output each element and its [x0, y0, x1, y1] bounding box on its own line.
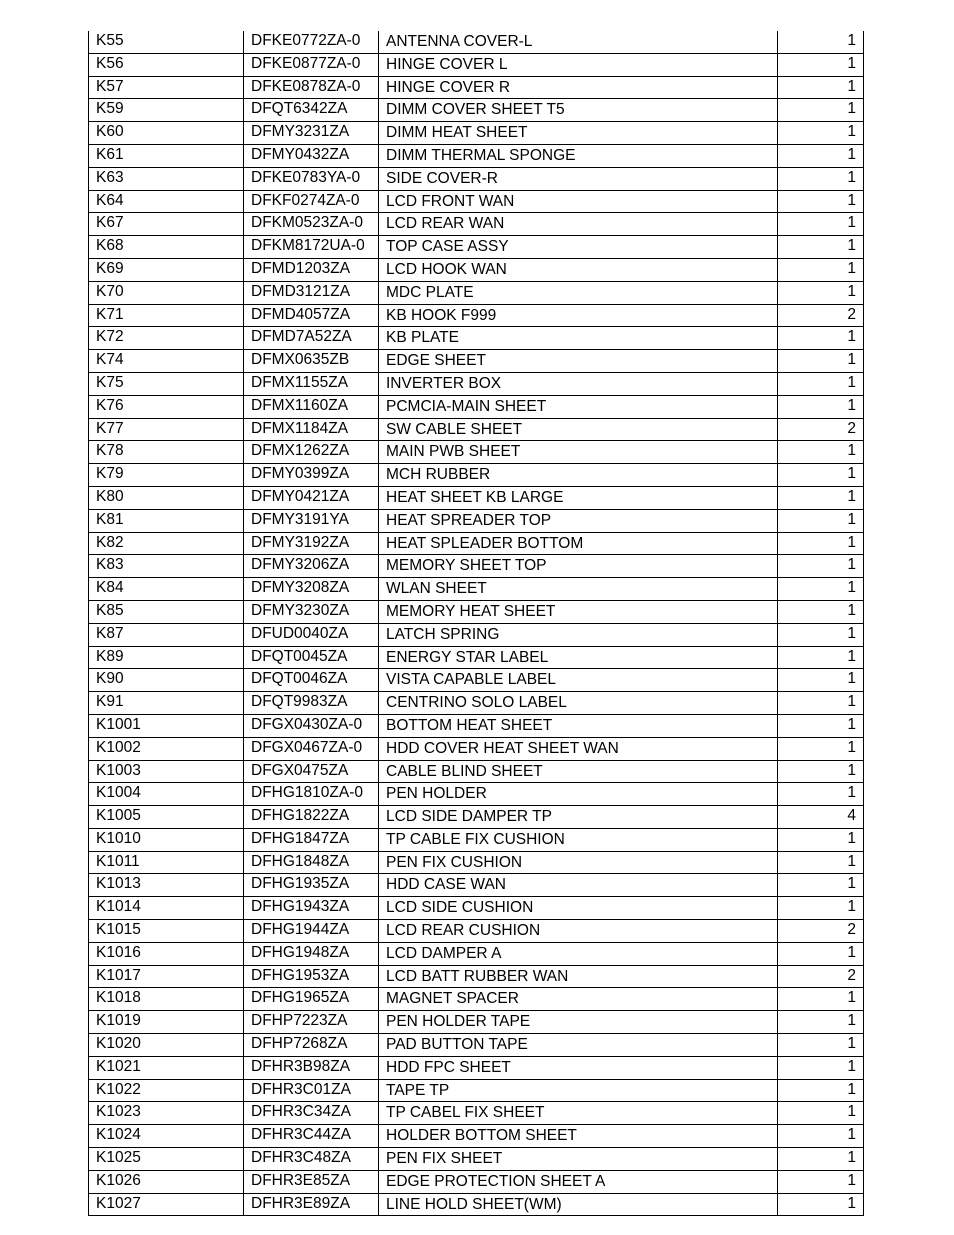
- table-row: [89, 281, 864, 304]
- quantity-cell: 2: [778, 304, 864, 327]
- table-row: [89, 304, 864, 327]
- description-cell: SIDE COVER-R: [379, 167, 778, 190]
- quantity-cell: 1: [778, 1170, 864, 1193]
- part-number-cell: DFHG1943ZA: [244, 897, 379, 920]
- quantity-cell: 1: [778, 350, 864, 373]
- table-row: [89, 965, 864, 988]
- part-number-cell: DFHR3C44ZA: [244, 1125, 379, 1148]
- description-cell: CENTRINO SOLO LABEL: [379, 692, 778, 715]
- quantity-cell: 1: [778, 600, 864, 623]
- description-cell: MEMORY HEAT SHEET: [379, 600, 778, 623]
- description-cell: LCD HOOK WAN: [379, 258, 778, 281]
- table-row: [89, 555, 864, 578]
- table-row: [89, 213, 864, 236]
- ref-number-cell: K1002: [89, 737, 244, 760]
- part-number-cell: DFMY0432ZA: [244, 144, 379, 167]
- ref-number-cell: K1004: [89, 783, 244, 806]
- ref-number-cell: K63: [89, 167, 244, 190]
- quantity-cell: 1: [778, 714, 864, 737]
- table-row: [89, 646, 864, 669]
- table-row: [89, 418, 864, 441]
- parts-list-table: [88, 31, 864, 1216]
- quantity-cell: 1: [778, 1148, 864, 1171]
- ref-number-cell: K59: [89, 99, 244, 122]
- quantity-cell: 1: [778, 122, 864, 145]
- table-row: [89, 441, 864, 464]
- table-row: [89, 623, 864, 646]
- description-cell: KB PLATE: [379, 327, 778, 350]
- description-cell: MCH RUBBER: [379, 464, 778, 487]
- description-cell: TP CABLE FIX CUSHION: [379, 828, 778, 851]
- table-row: [89, 1056, 864, 1079]
- parts-list-body: [89, 31, 864, 1216]
- table-row: [89, 669, 864, 692]
- ref-number-cell: K1026: [89, 1170, 244, 1193]
- ref-number-cell: K1021: [89, 1056, 244, 1079]
- description-cell: LCD SIDE DAMPER TP: [379, 806, 778, 829]
- description-cell: LCD DAMPER A: [379, 942, 778, 965]
- part-number-cell: DFMY0399ZA: [244, 464, 379, 487]
- description-cell: INVERTER BOX: [379, 372, 778, 395]
- quantity-cell: 1: [778, 532, 864, 555]
- table-row: [89, 828, 864, 851]
- quantity-cell: 1: [778, 509, 864, 532]
- description-cell: MAIN PWB SHEET: [379, 441, 778, 464]
- description-cell: LINE HOLD SHEET(WM): [379, 1193, 778, 1216]
- quantity-cell: 1: [778, 1125, 864, 1148]
- description-cell: PAD BUTTON TAPE: [379, 1034, 778, 1057]
- description-cell: HDD FPC SHEET: [379, 1056, 778, 1079]
- description-cell: MAGNET SPACER: [379, 988, 778, 1011]
- part-number-cell: DFMY3230ZA: [244, 600, 379, 623]
- ref-number-cell: K89: [89, 646, 244, 669]
- ref-number-cell: K1023: [89, 1102, 244, 1125]
- quantity-cell: 1: [778, 1056, 864, 1079]
- ref-number-cell: K79: [89, 464, 244, 487]
- quantity-cell: 1: [778, 1011, 864, 1034]
- part-number-cell: DFHG1965ZA: [244, 988, 379, 1011]
- quantity-cell: 1: [778, 555, 864, 578]
- description-cell: VISTA CAPABLE LABEL: [379, 669, 778, 692]
- part-number-cell: DFGX0430ZA-0: [244, 714, 379, 737]
- ref-number-cell: K74: [89, 350, 244, 373]
- quantity-cell: 1: [778, 623, 864, 646]
- part-number-cell: DFMX1155ZA: [244, 372, 379, 395]
- ref-number-cell: K1016: [89, 942, 244, 965]
- ref-number-cell: K1005: [89, 806, 244, 829]
- part-number-cell: DFHG1810ZA-0: [244, 783, 379, 806]
- quantity-cell: 1: [778, 897, 864, 920]
- part-number-cell: DFKE0878ZA-0: [244, 76, 379, 99]
- ref-number-cell: K91: [89, 692, 244, 715]
- part-number-cell: DFMX1160ZA: [244, 395, 379, 418]
- description-cell: HOLDER BOTTOM SHEET: [379, 1125, 778, 1148]
- quantity-cell: 1: [778, 760, 864, 783]
- ref-number-cell: K90: [89, 669, 244, 692]
- quantity-cell: 1: [778, 942, 864, 965]
- description-cell: LCD SIDE CUSHION: [379, 897, 778, 920]
- part-number-cell: DFQT9983ZA: [244, 692, 379, 715]
- ref-number-cell: K60: [89, 122, 244, 145]
- table-row: [89, 486, 864, 509]
- part-number-cell: DFHP7268ZA: [244, 1034, 379, 1057]
- part-number-cell: DFHR3C48ZA: [244, 1148, 379, 1171]
- table-row: [89, 372, 864, 395]
- table-row: [89, 920, 864, 943]
- table-row: [89, 737, 864, 760]
- ref-number-cell: K1015: [89, 920, 244, 943]
- description-cell: PEN HOLDER: [379, 783, 778, 806]
- quantity-cell: 1: [778, 327, 864, 350]
- ref-number-cell: K1020: [89, 1034, 244, 1057]
- part-number-cell: DFQT6342ZA: [244, 99, 379, 122]
- part-number-cell: DFHR3E89ZA: [244, 1193, 379, 1216]
- ref-number-cell: K61: [89, 144, 244, 167]
- table-row: [89, 122, 864, 145]
- part-number-cell: DFKE0877ZA-0: [244, 53, 379, 76]
- table-row: [89, 1125, 864, 1148]
- ref-number-cell: K71: [89, 304, 244, 327]
- ref-number-cell: K83: [89, 555, 244, 578]
- description-cell: HEAT SPREADER TOP: [379, 509, 778, 532]
- quantity-cell: 1: [778, 31, 864, 53]
- table-row: [89, 692, 864, 715]
- table-row: [89, 190, 864, 213]
- quantity-cell: 1: [778, 1079, 864, 1102]
- description-cell: HINGE COVER R: [379, 76, 778, 99]
- ref-number-cell: K81: [89, 509, 244, 532]
- description-cell: PEN HOLDER TAPE: [379, 1011, 778, 1034]
- part-number-cell: DFMX1184ZA: [244, 418, 379, 441]
- table-row: [89, 600, 864, 623]
- quantity-cell: 1: [778, 692, 864, 715]
- part-number-cell: DFMY3192ZA: [244, 532, 379, 555]
- ref-number-cell: K76: [89, 395, 244, 418]
- ref-number-cell: K1014: [89, 897, 244, 920]
- table-row: [89, 806, 864, 829]
- table-row: [89, 1148, 864, 1171]
- description-cell: BOTTOM HEAT SHEET: [379, 714, 778, 737]
- ref-number-cell: K55: [89, 31, 244, 53]
- description-cell: HEAT SPLEADER BOTTOM: [379, 532, 778, 555]
- part-number-cell: DFHG1935ZA: [244, 874, 379, 897]
- quantity-cell: 1: [778, 669, 864, 692]
- description-cell: HDD COVER HEAT SHEET WAN: [379, 737, 778, 760]
- part-number-cell: DFMD7A52ZA: [244, 327, 379, 350]
- ref-number-cell: K56: [89, 53, 244, 76]
- part-number-cell: DFUD0040ZA: [244, 623, 379, 646]
- table-row: [89, 578, 864, 601]
- quantity-cell: 1: [778, 76, 864, 99]
- description-cell: DIMM THERMAL SPONGE: [379, 144, 778, 167]
- quantity-cell: 1: [778, 828, 864, 851]
- description-cell: ENERGY STAR LABEL: [379, 646, 778, 669]
- part-number-cell: DFHR3C01ZA: [244, 1079, 379, 1102]
- table-row: [89, 31, 864, 53]
- quantity-cell: 1: [778, 236, 864, 259]
- part-number-cell: DFHG1822ZA: [244, 806, 379, 829]
- quantity-cell: 1: [778, 737, 864, 760]
- description-cell: KB HOOK F999: [379, 304, 778, 327]
- part-number-cell: DFHR3C34ZA: [244, 1102, 379, 1125]
- ref-number-cell: K1013: [89, 874, 244, 897]
- table-row: [89, 714, 864, 737]
- table-row: [89, 53, 864, 76]
- description-cell: LCD REAR CUSHION: [379, 920, 778, 943]
- quantity-cell: 1: [778, 1193, 864, 1216]
- description-cell: PEN FIX CUSHION: [379, 851, 778, 874]
- ref-number-cell: K64: [89, 190, 244, 213]
- description-cell: CABLE BLIND SHEET: [379, 760, 778, 783]
- ref-number-cell: K77: [89, 418, 244, 441]
- part-number-cell: DFHG1848ZA: [244, 851, 379, 874]
- part-number-cell: DFHR3E85ZA: [244, 1170, 379, 1193]
- quantity-cell: 1: [778, 281, 864, 304]
- part-number-cell: DFHG1953ZA: [244, 965, 379, 988]
- quantity-cell: 1: [778, 851, 864, 874]
- quantity-cell: 1: [778, 99, 864, 122]
- description-cell: WLAN SHEET: [379, 578, 778, 601]
- part-number-cell: DFHG1847ZA: [244, 828, 379, 851]
- ref-number-cell: K1003: [89, 760, 244, 783]
- description-cell: TOP CASE ASSY: [379, 236, 778, 259]
- ref-number-cell: K87: [89, 623, 244, 646]
- quantity-cell: 1: [778, 464, 864, 487]
- description-cell: HEAT SHEET KB LARGE: [379, 486, 778, 509]
- table-row: [89, 988, 864, 1011]
- quantity-cell: 4: [778, 806, 864, 829]
- ref-number-cell: K85: [89, 600, 244, 623]
- description-cell: HINGE COVER L: [379, 53, 778, 76]
- table-row: [89, 1193, 864, 1216]
- quantity-cell: 1: [778, 441, 864, 464]
- ref-number-cell: K72: [89, 327, 244, 350]
- ref-number-cell: K69: [89, 258, 244, 281]
- ref-number-cell: K1024: [89, 1125, 244, 1148]
- quantity-cell: 1: [778, 988, 864, 1011]
- quantity-cell: 2: [778, 920, 864, 943]
- part-number-cell: DFMY3208ZA: [244, 578, 379, 601]
- table-row: [89, 1102, 864, 1125]
- part-number-cell: DFMY3231ZA: [244, 122, 379, 145]
- ref-number-cell: K1022: [89, 1079, 244, 1102]
- ref-number-cell: K57: [89, 76, 244, 99]
- part-number-cell: DFHG1948ZA: [244, 942, 379, 965]
- ref-number-cell: K78: [89, 441, 244, 464]
- table-row: [89, 783, 864, 806]
- ref-number-cell: K1027: [89, 1193, 244, 1216]
- ref-number-cell: K75: [89, 372, 244, 395]
- part-number-cell: DFKE0772ZA-0: [244, 31, 379, 53]
- ref-number-cell: K68: [89, 236, 244, 259]
- description-cell: LCD FRONT WAN: [379, 190, 778, 213]
- quantity-cell: 1: [778, 646, 864, 669]
- quantity-cell: 1: [778, 258, 864, 281]
- part-number-cell: DFMD3121ZA: [244, 281, 379, 304]
- description-cell: MEMORY SHEET TOP: [379, 555, 778, 578]
- description-cell: EDGE PROTECTION SHEET A: [379, 1170, 778, 1193]
- quantity-cell: 1: [778, 167, 864, 190]
- ref-number-cell: K82: [89, 532, 244, 555]
- part-number-cell: DFMD4057ZA: [244, 304, 379, 327]
- table-row: [89, 327, 864, 350]
- table-row: [89, 167, 864, 190]
- part-number-cell: DFMD1203ZA: [244, 258, 379, 281]
- table-row: [89, 236, 864, 259]
- description-cell: LATCH SPRING: [379, 623, 778, 646]
- part-number-cell: DFKF0274ZA-0: [244, 190, 379, 213]
- quantity-cell: 1: [778, 783, 864, 806]
- part-number-cell: DFKE0783YA-0: [244, 167, 379, 190]
- table-row: [89, 897, 864, 920]
- table-row: [89, 1170, 864, 1193]
- description-cell: EDGE SHEET: [379, 350, 778, 373]
- quantity-cell: 1: [778, 213, 864, 236]
- table-row: [89, 1034, 864, 1057]
- table-row: [89, 99, 864, 122]
- description-cell: SW CABLE SHEET: [379, 418, 778, 441]
- part-number-cell: DFHP7223ZA: [244, 1011, 379, 1034]
- quantity-cell: 1: [778, 144, 864, 167]
- ref-number-cell: K67: [89, 213, 244, 236]
- part-number-cell: DFMY0421ZA: [244, 486, 379, 509]
- part-number-cell: DFMY3191YA: [244, 509, 379, 532]
- part-number-cell: DFHR3B98ZA: [244, 1056, 379, 1079]
- table-row: [89, 532, 864, 555]
- quantity-cell: 1: [778, 1102, 864, 1125]
- quantity-cell: 1: [778, 395, 864, 418]
- ref-number-cell: K1001: [89, 714, 244, 737]
- description-cell: MDC PLATE: [379, 281, 778, 304]
- part-number-cell: DFMY3206ZA: [244, 555, 379, 578]
- part-number-cell: DFMX1262ZA: [244, 441, 379, 464]
- part-number-cell: DFQT0045ZA: [244, 646, 379, 669]
- part-number-cell: DFHG1944ZA: [244, 920, 379, 943]
- table-row: [89, 144, 864, 167]
- ref-number-cell: K1017: [89, 965, 244, 988]
- description-cell: TP CABEL FIX SHEET: [379, 1102, 778, 1125]
- table-row: [89, 395, 864, 418]
- quantity-cell: 2: [778, 418, 864, 441]
- table-row: [89, 509, 864, 532]
- table-row: [89, 760, 864, 783]
- ref-number-cell: K80: [89, 486, 244, 509]
- quantity-cell: 1: [778, 874, 864, 897]
- part-number-cell: DFGX0475ZA: [244, 760, 379, 783]
- part-number-cell: DFKM0523ZA-0: [244, 213, 379, 236]
- ref-number-cell: K70: [89, 281, 244, 304]
- ref-number-cell: K1010: [89, 828, 244, 851]
- quantity-cell: 1: [778, 190, 864, 213]
- table-row: [89, 76, 864, 99]
- ref-number-cell: K1018: [89, 988, 244, 1011]
- description-cell: PEN FIX SHEET: [379, 1148, 778, 1171]
- part-number-cell: DFGX0467ZA-0: [244, 737, 379, 760]
- ref-number-cell: K1025: [89, 1148, 244, 1171]
- description-cell: HDD CASE WAN: [379, 874, 778, 897]
- description-cell: DIMM HEAT SHEET: [379, 122, 778, 145]
- description-cell: PCMCIA-MAIN SHEET: [379, 395, 778, 418]
- table-row: [89, 350, 864, 373]
- table-row: [89, 1079, 864, 1102]
- ref-number-cell: K1011: [89, 851, 244, 874]
- quantity-cell: 1: [778, 1034, 864, 1057]
- description-cell: LCD REAR WAN: [379, 213, 778, 236]
- ref-number-cell: K1019: [89, 1011, 244, 1034]
- part-number-cell: DFKM8172UA-0: [244, 236, 379, 259]
- part-number-cell: DFQT0046ZA: [244, 669, 379, 692]
- description-cell: ANTENNA COVER-L: [379, 31, 778, 53]
- table-row: [89, 874, 864, 897]
- table-row: [89, 1011, 864, 1034]
- table-row: [89, 851, 864, 874]
- quantity-cell: 1: [778, 53, 864, 76]
- description-cell: LCD BATT RUBBER WAN: [379, 965, 778, 988]
- quantity-cell: 1: [778, 486, 864, 509]
- table-row: [89, 464, 864, 487]
- description-cell: TAPE TP: [379, 1079, 778, 1102]
- quantity-cell: 1: [778, 578, 864, 601]
- ref-number-cell: K84: [89, 578, 244, 601]
- quantity-cell: 1: [778, 372, 864, 395]
- table-row: [89, 258, 864, 281]
- description-cell: DIMM COVER SHEET T5: [379, 99, 778, 122]
- table-row: [89, 942, 864, 965]
- quantity-cell: 2: [778, 965, 864, 988]
- part-number-cell: DFMX0635ZB: [244, 350, 379, 373]
